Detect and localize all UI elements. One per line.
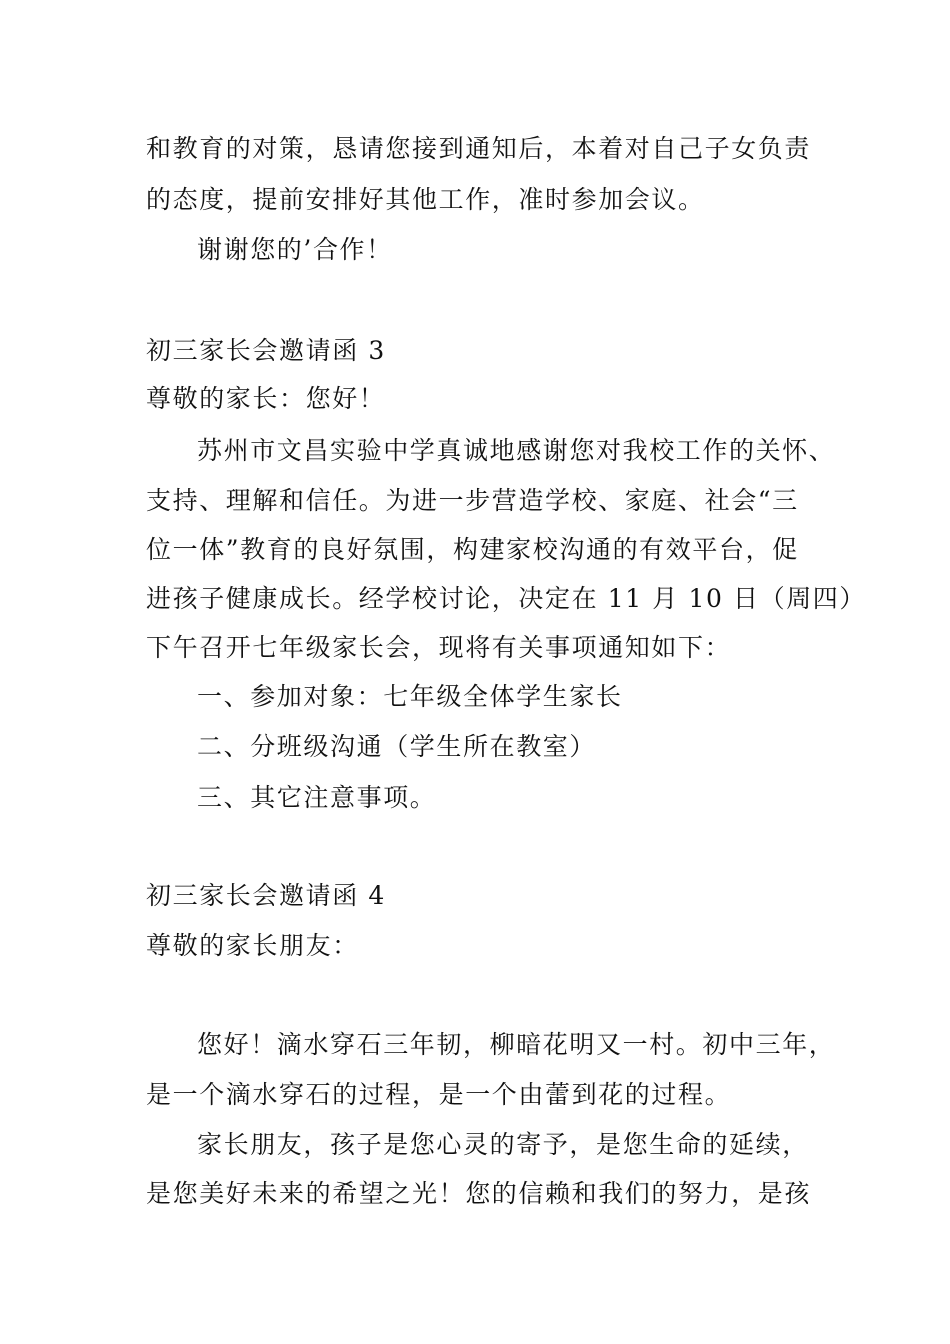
paragraph-line: 苏州市文昌实验中学真诚地感谢您对我校工作的关怀、	[197, 436, 836, 465]
list-item: 二、分班级沟通（学生所在教室）	[197, 732, 597, 761]
paragraph-line: 您好！滴水穿石三年韧，柳暗花明又一村。初中三年，	[197, 1030, 836, 1059]
list-item: 一、参加对象：七年级全体学生家长	[197, 682, 623, 711]
letter-3-title: 初三家长会邀请函 3	[146, 336, 386, 365]
letter-3-greeting: 尊敬的家长：您好！	[146, 384, 386, 413]
list-item: 三、其它注意事项。	[197, 783, 437, 812]
paragraph-line: 和教育的对策，恳请您接到通知后，本着对自己子女负责	[146, 134, 812, 163]
letter-4-title: 初三家长会邀请函 4	[146, 881, 386, 910]
closing-thanks: 谢谢您的’合作！	[197, 235, 393, 264]
paragraph-line: 进孩子健康成长。经学校讨论，决定在 11 月 10 日（周四）	[146, 584, 867, 613]
paragraph-line: 的态度，提前安排好其他工作，准时参加会议。	[146, 185, 705, 214]
paragraph-line: 家长朋友，孩子是您心灵的寄予，是您生命的延续，	[197, 1130, 809, 1159]
paragraph-line: 是一个滴水穿石的过程，是一个由蕾到花的过程。	[146, 1080, 732, 1109]
paragraph-line: 位一体”教育的良好氛围，构建家校沟通的有效平台，促	[146, 535, 799, 564]
paragraph-line: 支持、理解和信任。为进一步营造学校、家庭、社会“三	[146, 486, 799, 515]
paragraph-line: 是您美好未来的希望之光！您的信赖和我们的努力，是孩	[146, 1179, 812, 1208]
letter-4-greeting: 尊敬的家长朋友：	[146, 931, 359, 960]
paragraph-line: 下午召开七年级家长会，现将有关事项通知如下：	[146, 633, 732, 662]
